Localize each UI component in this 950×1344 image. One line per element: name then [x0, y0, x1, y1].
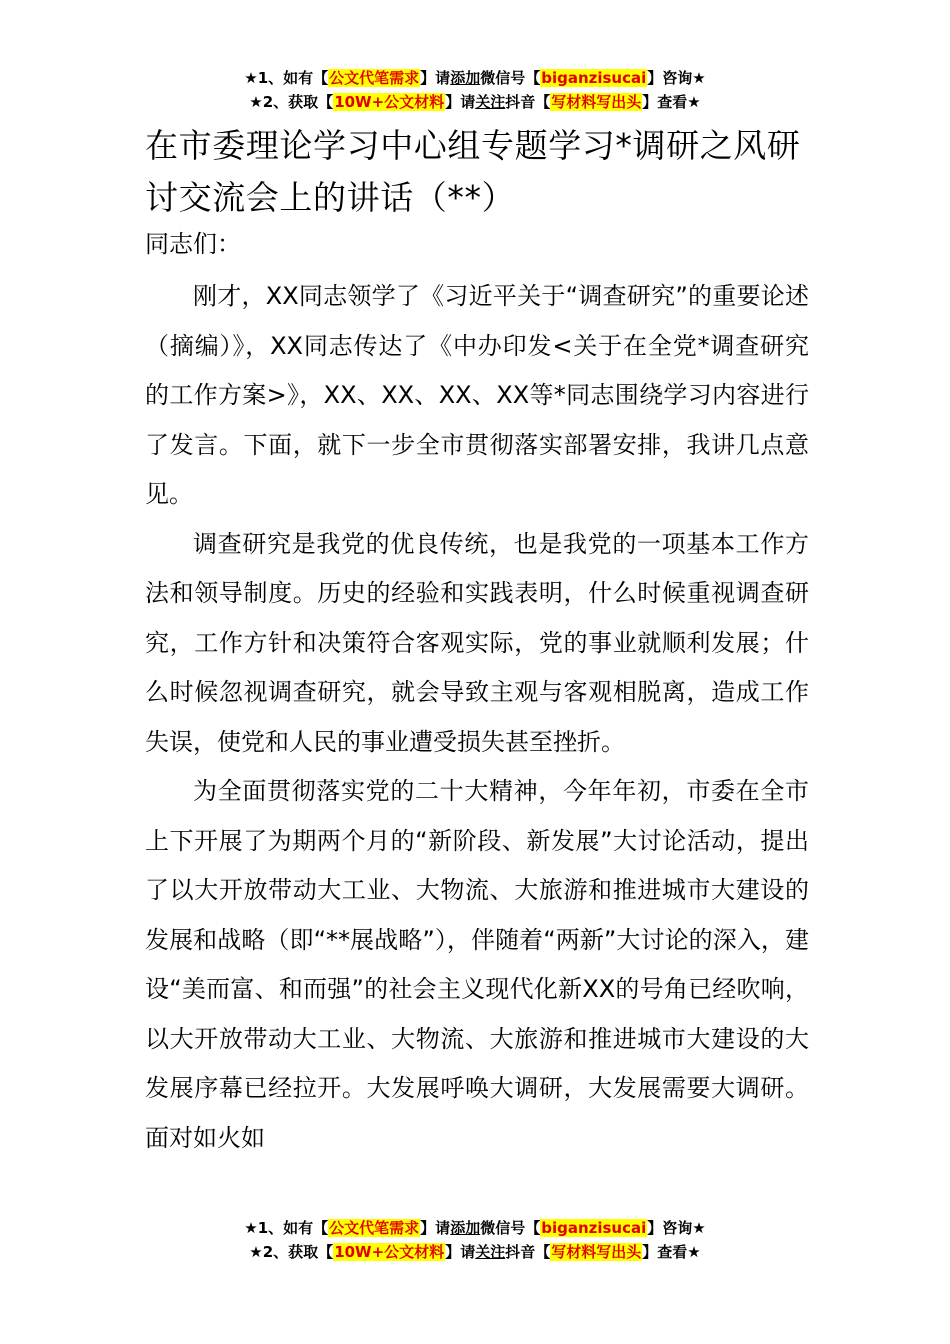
promo-highlight: biganzisucai	[541, 69, 647, 87]
promo-text: ★2、获取【	[249, 93, 334, 111]
promo-text: 】请	[420, 1219, 451, 1237]
paragraph: 刚才，XX同志领学了《习近平关于“调查研究”的重要论述（摘编）》，XX同志传达了《中办印发<关于在全党*调查研究的工作方案>》，XX、XX、XX、XX等*同志围绕学习内容进行了发言。下面，就下一步全市贯彻落实部署安排，我讲几点意见。	[145, 282, 809, 508]
promo-text: ★1、如有【	[244, 1219, 329, 1237]
promo-highlight: 公文代笔需求	[329, 1219, 420, 1237]
promo-text: 微信号【	[480, 1219, 541, 1237]
promo-text: 抖音【	[505, 1243, 551, 1261]
promo-underlined: 添加	[450, 1219, 481, 1237]
promo-text: 】查看★	[642, 1243, 701, 1261]
promo-underlined: 关注	[475, 93, 506, 111]
promo-text: 】查看★	[642, 93, 701, 111]
promo-highlight: 公文代笔需求	[329, 69, 420, 87]
promo-line-2	[0, 90, 950, 114]
promo-highlight: 写材料写出头	[551, 1243, 642, 1261]
promo-banner-top	[0, 66, 950, 114]
promo-highlight: 10W+公文材料	[334, 93, 445, 111]
promo-text: 】请	[420, 69, 451, 87]
promo-highlight: 写材料写出头	[551, 93, 642, 111]
promo-highlight: 10W+公文材料	[334, 1243, 445, 1261]
promo-underlined: 添加	[450, 69, 481, 87]
promo-line-1	[0, 1216, 950, 1240]
promo-text: 】请	[445, 1243, 476, 1261]
promo-text: 抖音【	[505, 93, 551, 111]
promo-line-1	[0, 66, 950, 90]
promo-text: ★1、如有【	[244, 69, 329, 87]
promo-underlined: 关注	[475, 1243, 506, 1261]
promo-line-2	[0, 1240, 950, 1264]
promo-text: 微信号【	[480, 69, 541, 87]
salutation: 同志们：	[145, 230, 241, 258]
document-title: 在市委理论学习中心组专题学习*调研之风研讨交流会上的讲话（**）	[145, 126, 801, 217]
promo-text: 】咨询★	[647, 69, 706, 87]
promo-highlight: biganzisucai	[541, 1219, 647, 1237]
promo-banner-bottom	[0, 1216, 950, 1264]
promo-text: 】咨询★	[647, 1219, 706, 1237]
paragraph: 调查研究是我党的优良传统，也是我党的一项基本工作方法和领导制度。历史的经验和实践表明，什么时候重视调查研究，工作方针和决策符合客观实际，党的事业就顺利发展；什么时候忽视调查研究，就会导致主观与客观相脱离，造成工作失误，使党和人民的事业遭受损失甚至挫折。	[145, 529, 809, 756]
promo-text: ★2、获取【	[249, 1243, 334, 1261]
paragraph: 为全面贯彻落实党的二十大精神，今年年初，市委在全市上下开展了为期两个月的“新阶段、新发展”大讨论活动，提出了以大开放带动大工业、大物流、大旅游和推进城市大建设的发展和战略（即“**展战略”），伴随着“两新”大讨论的深入，建设“美而富、和而强”的社会主义现代化新XX的号角已经吹响，以大开放带动大工业、大物流、大旅游和推进城市大建设的大发展序幕已经拉开。大发展呼唤大调研，大发展需要大调研。面对如火如	[145, 777, 809, 1152]
promo-text: 】请	[445, 93, 476, 111]
document-body	[145, 272, 809, 1163]
